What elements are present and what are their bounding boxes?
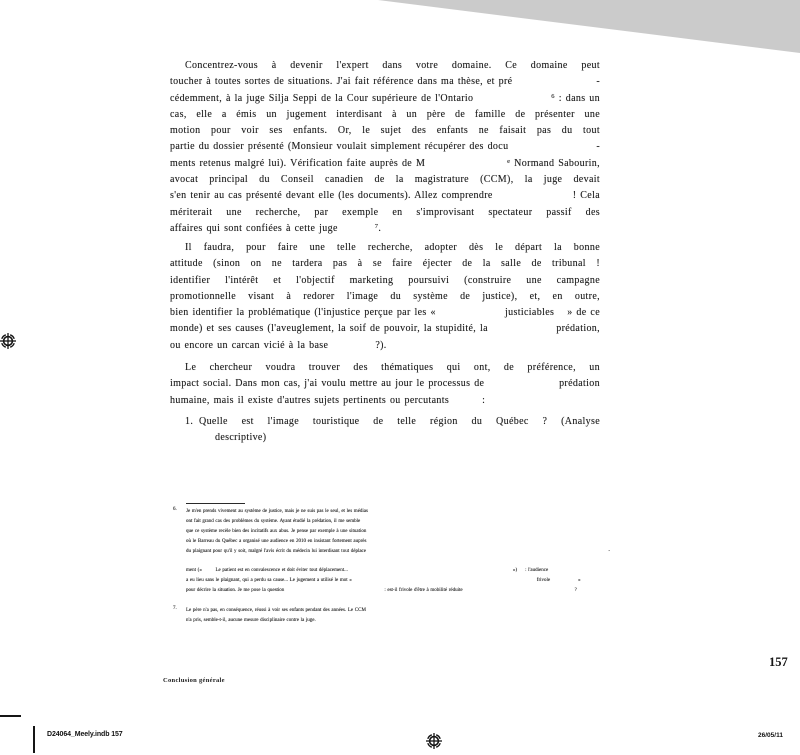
crop-mark-vertical: [33, 726, 35, 753]
text-line: [186, 576, 610, 586]
footnote-number: 7.: [173, 606, 177, 611]
text-segment: ?).: [375, 339, 387, 351]
text-line: [170, 139, 600, 155]
crop-mark-horizontal: [0, 715, 21, 717]
text-segment: s'en tenir au cas présenté devant elle (les documents). Allez comprendre: [170, 190, 493, 202]
text-line: [170, 221, 600, 237]
footnote-separator-rule: [186, 503, 245, 504]
text-segment: pour décrire la situation. Je me pose la question: [186, 588, 285, 594]
text-line: Concentrez-vous à devenir l'expert dans votre domaine. Ce domaine peut: [185, 60, 600, 71]
text-line: cas, elle a émis un jugement interdisant à un père de famille de présenter une: [170, 108, 600, 120]
text-segment: ment («: [186, 568, 204, 574]
text-segment: justiciables: [505, 307, 555, 319]
text-segment: monde) et ses causes (l'aveuglement, la soif de pouvoir, la stupidité, la: [170, 323, 488, 335]
footnote-reference: e: [507, 157, 511, 165]
registration-mark-icon: [423, 730, 445, 752]
text-segment: Normand Sabourin,: [510, 157, 600, 169]
text-line: Je m'en prends vivement au système de justice, mais je ne suis pas le seul, et les médias: [186, 509, 368, 514]
text-segment: partie du dossier présenté (Monsieur voulait simplement récupérer des docu: [170, 141, 509, 153]
indesign-slug: D24064_Meely.indb 157: [47, 731, 123, 738]
text-line: [170, 393, 600, 409]
text-line: mériterait une recherche, par exemple en s'improvisant spectateur passif des: [170, 206, 600, 218]
text-segment: » de ce: [567, 307, 600, 319]
text-line: descriptive): [215, 432, 267, 444]
text-segment: humaine, mais il existe d'autres sujets pertinents ou percutants: [170, 394, 450, 406]
text-line: [185, 414, 600, 430]
text-segment: bien identifier la problématique (l'injustice perçue par les «: [170, 307, 436, 319]
text-segment: prédation,: [556, 323, 600, 335]
text-segment: cédemment, à la juge Silja Seppi de la Cour supérieure de l'Ontario: [170, 92, 474, 104]
text-line: avocat principal du Conseil canadien de la magistrature (CCM), la juge devait: [170, 174, 600, 186]
text-segment: ?: [574, 588, 577, 594]
text-line: identifier l'intérêt et l'objectif marketing poursuivi (construire une campagne: [170, 274, 600, 286]
text-segment: du plaignant pour qu'il y soit, malgré l'avis écrit du médecin lui interdisant tout déplace: [186, 548, 366, 554]
text-segment: -: [596, 76, 600, 88]
text-line: Le père n'a pas, en conséquence, réussi à voir ses enfants pendant des années. Le CCM: [186, 608, 366, 613]
text-segment: ments retenus malgré lui). Vérification faite auprès de M: [170, 157, 426, 169]
text-line: n'a pris, semble-t-il, aucune mesure disciplinaire contre la juge.: [186, 617, 316, 623]
text-line: [186, 566, 610, 576]
text-segment: Le patient est en convalescence et doit éviter tout déplacement...: [215, 568, 348, 574]
text-segment: : est-il frivole d'être à mobilité réduite: [384, 588, 463, 594]
page-number: 157: [769, 655, 788, 669]
text-segment: :: [482, 394, 486, 406]
paragraph-1: [170, 58, 600, 237]
text-line: [186, 547, 610, 557]
text-segment: -: [596, 141, 600, 153]
text-line: Le chercheur voudra trouver des thématiques qui ont, de préférence, un: [185, 362, 600, 373]
footnote-reference: 6: [551, 92, 555, 100]
text-segment: frivole: [536, 578, 551, 584]
text-line: [170, 74, 600, 90]
footnote-7: [173, 606, 610, 626]
text-line: [186, 556, 610, 566]
text-line: motion pour voir ses enfants. Or, le sujet des enfants ne faisait pas du tout: [170, 125, 600, 137]
text-line: [170, 188, 600, 204]
text-segment: .: [378, 222, 382, 234]
text-line: promotionnelle visant à redorer l'image du système de justice), et, en outre,: [170, 290, 600, 302]
paragraph-2: [170, 240, 600, 354]
text-line: [170, 376, 600, 392]
text-line: Il faudra, pour faire une telle recherche, adopter dès le départ la bonne: [185, 242, 600, 253]
text-line: [170, 321, 600, 337]
text-line: [170, 305, 600, 321]
running-footer-label: Conclusion générale: [163, 677, 225, 684]
footnote-number: 6.: [173, 507, 177, 512]
text-segment: ou encore un carcan vicié à la base: [170, 339, 329, 351]
text-segment: : dans un: [554, 92, 600, 104]
text-segment: ! Cela: [572, 190, 600, 202]
text-line: [170, 338, 600, 354]
text-segment: toucher à toutes sortes de situations. J'ai fait référence dans ma thèse, et pré: [170, 76, 513, 88]
print-date: 26/05/11: [758, 732, 783, 739]
list-item-text: Quelle est l'image touristique de telle région du Québec ? (Analyse: [199, 416, 600, 427]
text-line: [186, 586, 610, 596]
registration-mark-icon: [0, 330, 19, 352]
paragraph-3: [170, 360, 600, 409]
list-item-marker: 1.: [185, 416, 194, 427]
scanner-background-wedge: [378, 0, 800, 53]
text-segment: »): [512, 568, 518, 574]
text-segment: prédation: [559, 378, 600, 390]
text-segment: impact social. Dans mon cas, j'ai voulu mettre au jour le processus de: [170, 378, 485, 390]
text-line: [170, 156, 600, 172]
numbered-list: [185, 414, 600, 447]
footnote-reference: 7: [374, 222, 379, 230]
footnote-6: [173, 507, 610, 596]
text-segment: affaires qui sont confiées à cette juge: [170, 222, 338, 234]
text-line: ont fait grand cas des problèmes du système. Ayant étudié la prédation, il me semble: [186, 518, 361, 524]
text-segment: : l'audience: [525, 568, 549, 574]
text-line: attitude (sinon on ne tardera pas à se faire éjecter de la salle de tribunal !: [170, 258, 600, 270]
text-segment: -: [608, 548, 610, 554]
text-segment: »: [578, 578, 581, 584]
text-line: que ce système recèle bien des incitatifs aux abus. Je pense par exemple à une situation: [186, 528, 367, 534]
text-line: où le Barreau du Québec a organisé une audience en 2010 en insistant fortement auprès: [186, 538, 367, 544]
text-line: [170, 91, 600, 107]
text-segment: a eu lieu sans le plaignant, qui a perdu sa cause... Le jugement a utilisé le mot «: [186, 578, 352, 584]
